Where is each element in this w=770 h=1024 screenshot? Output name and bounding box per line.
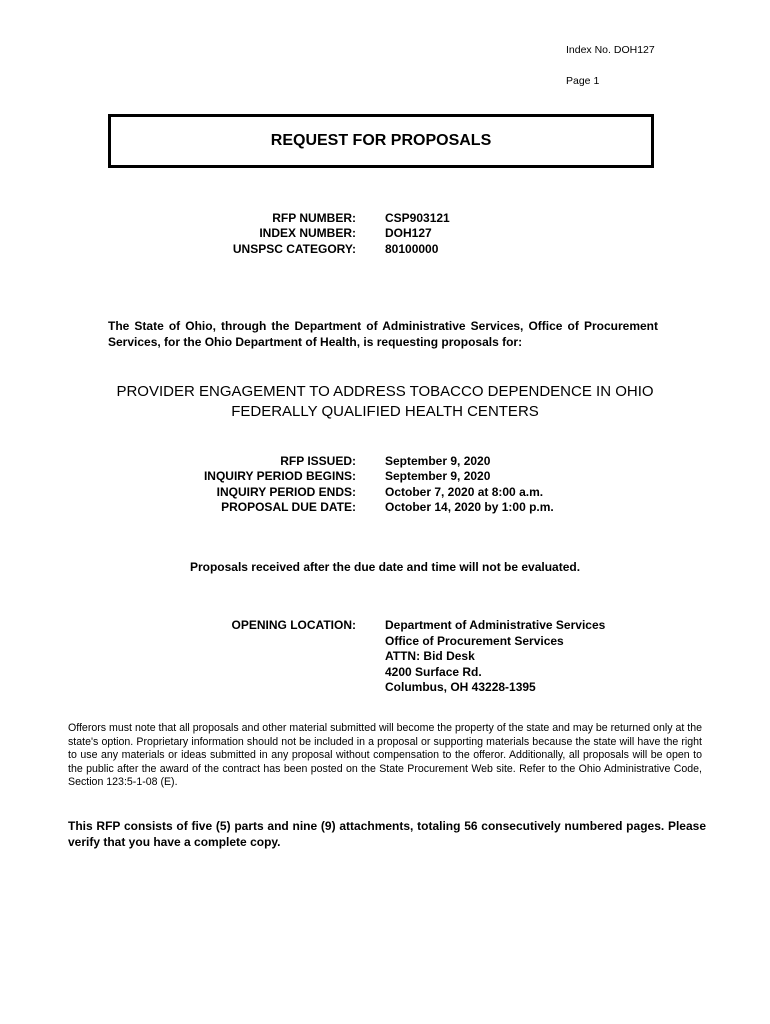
date-label: INQUIRY PERIOD ENDS: [216,484,356,499]
date-row-inquiry-ends [108,485,554,500]
date-label: INQUIRY PERIOD BEGINS: [203,469,356,484]
project-title [60,382,710,422]
date-label: PROPOSAL DUE DATE: [221,499,356,514]
page-count-notice: This RFP consists of five (5) parts and nine (9) attachments, totaling 56 consecutively numbered pages. Please verify that you have a complete copy. [68,819,706,849]
date-row-rfp-issued [108,454,554,469]
opening-address [385,618,605,696]
address-line: Office of Procurement Services [385,633,564,648]
project-title-line-1: PROVIDER ENGAGEMENT TO ADDRESS TOBACCO DEPENDENCE IN OHIO [116,383,654,400]
date-value: September 9, 2020 [385,469,491,484]
page-number: Page 1 [566,75,600,87]
identifier-value: 80100000 [385,241,439,256]
date-label: RFP ISSUED: [280,454,356,468]
late-proposal-notice: Proposals received after the due date and time will not be evaluated. [189,560,581,574]
identifier-value: DOH127 [385,226,432,241]
identifier-row-unspsc-category [108,242,450,257]
page-title-box [108,114,654,168]
address-line: Department of Administrative Services [385,618,606,632]
date-row-inquiry-begins [108,469,554,484]
opening-location-label: OPENING LOCATION: [231,618,356,632]
address-line: ATTN: Bid Desk [385,649,475,663]
opening-location [0,618,770,708]
page-title: REQUEST FOR PROPOSALS [270,132,492,149]
identifier-label: RFP NUMBER: [272,211,356,225]
date-value: October 14, 2020 by 1:00 p.m. [385,499,554,514]
disclaimer-paragraph: Offerors must note that all proposals and other material submitted will become the property of the state and may be returned only at the state's option. Proprietary information should not be included in a proposal or supporting materials because the state will have the right to use any materials or ideas submitted in any proposal without compensation to the offeror. Additionally, all proposals will be open to the public after the award of the contract has been posted on the State Procurement Web site. Refer to the Ohio Administrative Code, Section 123:5-1-08 (E). [68,722,702,789]
address-line: Columbus, OH 43228-1395 [385,680,536,694]
date-row-proposal-due [108,500,554,515]
identifier-value: CSP903121 [385,211,450,225]
identifier-row-rfp-number [108,211,450,226]
dates-table [108,454,554,515]
address-line: 4200 Surface Rd. [385,664,482,679]
index-number-header: Index No. DOH127 [566,44,655,56]
identifier-label: INDEX NUMBER: [259,226,356,241]
identifier-label: UNSPSC CATEGORY: [232,241,356,256]
identifier-row-index-number [108,226,450,241]
date-value: October 7, 2020 at 8:00 a.m. [385,484,544,499]
project-title-line-2: FEDERALLY QUALIFIED HEALTH CENTERS [231,403,539,420]
intro-paragraph: The State of Ohio, through the Department of Administrative Services, Office of Procurement Services, for the Ohio Department of Health, is requesting proposals for: [108,319,658,349]
identifier-table [108,211,450,257]
date-value: September 9, 2020 [385,454,491,468]
